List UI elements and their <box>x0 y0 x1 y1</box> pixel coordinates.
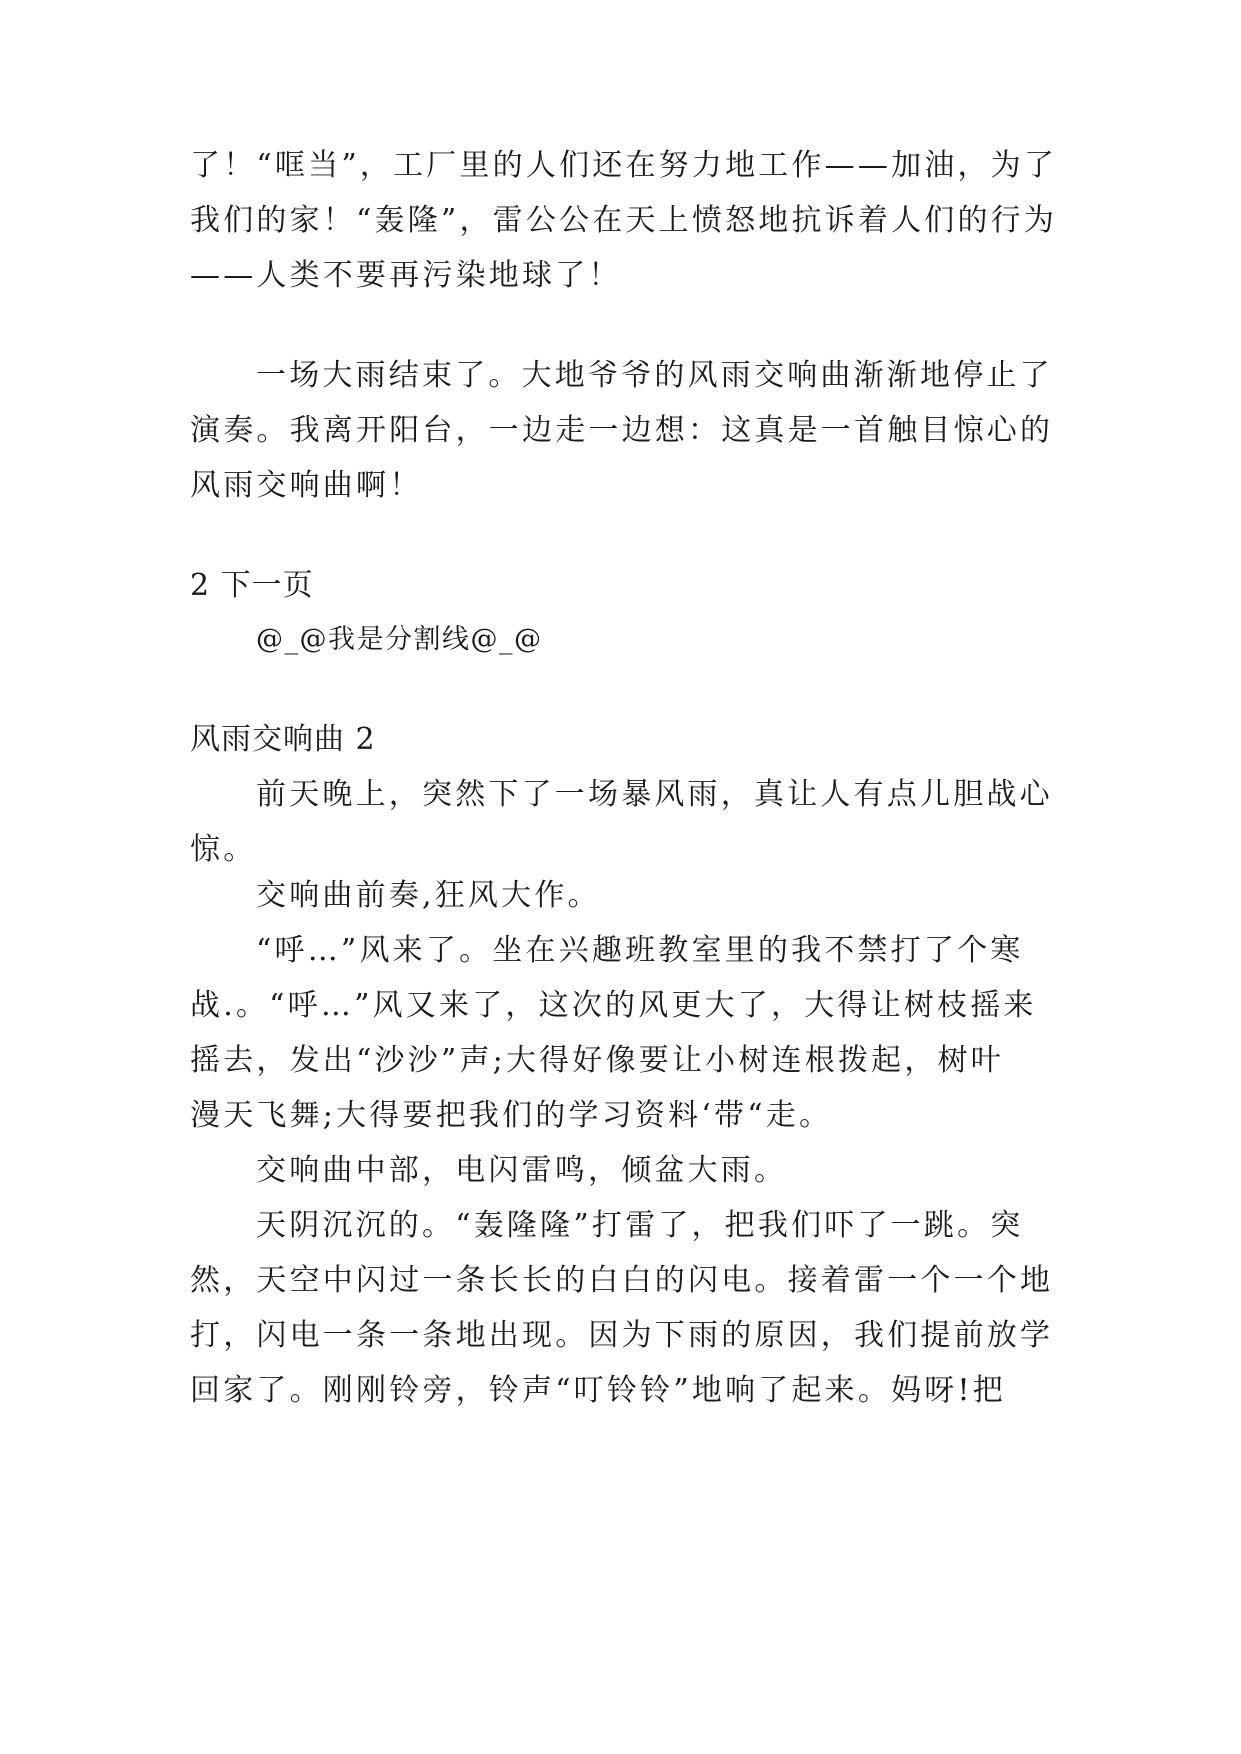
paragraph-line: 然，天空中闪过一条长长的白白的闪电。接着雷一个一个地 <box>190 1263 1054 1298</box>
paragraph-line: 交响曲中部，电闪雷鸣，倾盆大雨。 <box>256 1153 788 1188</box>
paragraph-line: “呼…”风来了。坐在兴趣班教室里的我不禁打了个寒 <box>256 933 1024 968</box>
paragraph-line: 惊。 <box>190 832 257 867</box>
paragraph-line: 我们的家！“轰隆”，雷公公在天上愤怒地抗诉着人们的行为 <box>190 203 1058 238</box>
paragraph-line: 漫天飞舞;大得要把我们的学习资料‘带“走。 <box>190 1098 833 1133</box>
paragraph-line: 了！“哐当”，工厂里的人们还在努力地工作——加油，为了 <box>190 148 1058 183</box>
next-page-link[interactable]: 2 下一页 <box>190 568 314 603</box>
paragraph-line: 战.。“呼…”风又来了，这次的风更大了，大得让树枝摇来 <box>190 988 1037 1023</box>
paragraph-line: 一场大雨结束了。大地爷爷的风雨交响曲渐渐地停止了 <box>256 358 1053 393</box>
section-divider: @_@我是分割线@_@ <box>256 624 543 655</box>
paragraph-line: 前天晚上，突然下了一场暴风雨，真让人有点儿胆战心 <box>256 777 1053 812</box>
paragraph-line: 风雨交响曲啊！ <box>190 468 423 503</box>
paragraph-line: 打，闪电一条一条地出现。因为下雨的原因，我们提前放学 <box>190 1318 1054 1353</box>
paragraph-line: 摇去，发出“沙沙”声;大得好像要让小树连根拨起，树叶 <box>190 1043 1004 1078</box>
paragraph-line: ——人类不要再污染地球了！ <box>190 258 622 293</box>
paragraph-line: 天阴沉沉的。“轰隆隆”打雷了，把我们吓了一跳。突 <box>256 1208 1024 1243</box>
paragraph-line: 演奏。我离开阳台，一边走一边想：这真是一首触目惊心的 <box>190 413 1054 448</box>
essay-title: 风雨交响曲 2 <box>190 722 376 757</box>
paragraph-line: 交响曲前奏,狂风大作。 <box>256 878 601 913</box>
paragraph-line: 回家了。刚刚铃旁，铃声“叮铃铃”地响了起来。妈呀!把 <box>190 1373 1006 1408</box>
